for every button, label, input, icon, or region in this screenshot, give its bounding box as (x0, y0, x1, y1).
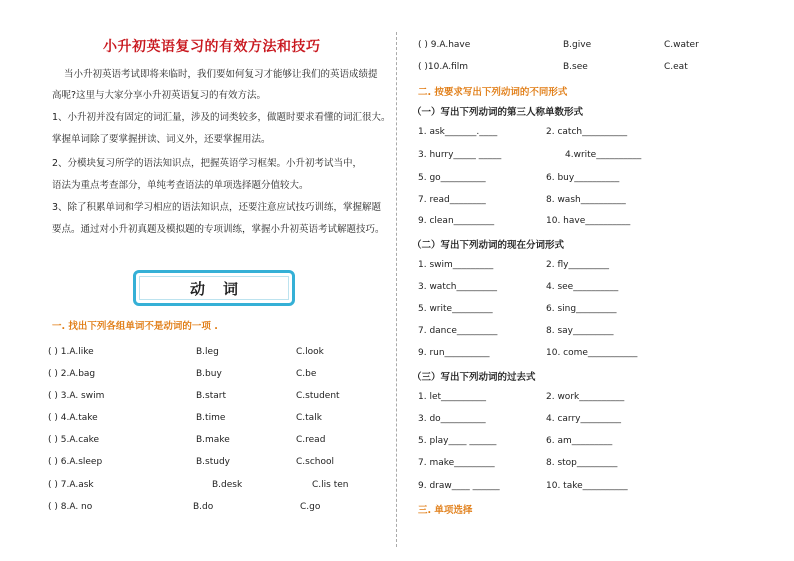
blank-item: 6. sing_________ (546, 304, 617, 314)
mc-item: ( ) 8.A. no (48, 502, 93, 512)
blank-item: 3. hurry_____ _____ (418, 150, 502, 160)
sub3-heading: （三）写出下列动词的过去式 (412, 372, 536, 383)
mc-option-b: B.study (196, 457, 230, 467)
intro-line: 2、分模块复习所学的语法知识点，把握英语学习框架。小升初考试当中， (52, 158, 363, 169)
blank-item: 6. am_________ (546, 436, 613, 446)
blank-item: 10. take__________ (546, 481, 628, 491)
mc-option-b: B.time (196, 413, 226, 423)
mc-item: ( ) 5.A.cake (48, 435, 100, 445)
mc-option-b: B.start (196, 391, 226, 401)
sub1-heading: （一）写出下列动词的第三人称单数形式 (412, 107, 584, 118)
verb-banner (133, 270, 295, 306)
intro-line: 掌握单词除了要掌握拼读、词义外，还要掌握用法。 (52, 134, 271, 145)
mc-option-c: C.lis ten (312, 480, 349, 490)
mc-item: ( ) 6.A.sleep (48, 457, 103, 467)
intro-line: 当小升初英语考试即将来临时，我们要如何复习才能够让我们的英语成绩提 (64, 69, 378, 80)
mc-option-b: B.do (193, 502, 214, 512)
mc-option-c: C.water (664, 40, 699, 50)
column-divider (396, 32, 397, 547)
blank-item: 1. let__________ (418, 392, 487, 402)
blank-item: 8. wash__________ (546, 195, 626, 205)
mc-option-c: C.be (296, 369, 317, 379)
blank-item: 9. clean_________ (418, 216, 495, 226)
blank-item: 5. go__________ (418, 173, 486, 183)
mc-option-b: B.see (563, 62, 588, 72)
intro-line: 要点。通过对小升初真题及模拟题的专项训练，掌握小升初英语考试解题技巧。 (52, 224, 385, 235)
mc-item: ( ) 9.A.have (418, 40, 471, 50)
blank-item: 9. run__________ (418, 348, 490, 358)
mc-option-c: C.look (296, 347, 324, 357)
blank-item: 5. play____ ______ (418, 436, 497, 446)
blank-item: 2. catch__________ (546, 127, 628, 137)
blank-item: 2. work__________ (546, 392, 625, 402)
mc-item: ( ) 3.A. swim (48, 391, 105, 401)
page-title: 小升初英语复习的有效方法和技巧 (103, 39, 321, 55)
section2-heading: 二. 按要求写出下列动词的不同形式 (418, 87, 568, 98)
blank-item: 8. stop_________ (546, 458, 618, 468)
section1-heading: 一. 找出下列各组单词不是动词的一项 . (52, 321, 218, 332)
verb-banner-label: 动词 (139, 276, 289, 300)
mc-option-c: C.read (296, 435, 326, 445)
mc-option-b: B.desk (212, 480, 243, 490)
mc-item (48, 347, 94, 357)
mc-number: ( ) 1.A.like (48, 347, 94, 357)
intro-line: 语法为重点考查部分，单纯考查语法的单项选择题分值较大。 (52, 180, 309, 191)
blank-item: 10. have__________ (546, 216, 631, 226)
blank-item: 10. come___________ (546, 348, 638, 358)
blank-item: 1. ask_______.____ (418, 127, 498, 137)
blank-item: 5. write_________ (418, 304, 493, 314)
mc-option-b: B.give (563, 40, 592, 50)
blank-item: 4. carry_________ (546, 414, 621, 424)
blank-item: 8. say_________ (546, 326, 614, 336)
intro-line: 1、小升初并没有固定的词汇量，涉及的词类较多，做题时要求看懂的词汇很大。 (52, 112, 391, 123)
blank-item: 2. fly_________ (546, 260, 609, 270)
blank-item: 1. swim_________ (418, 260, 494, 270)
mc-item: ( )10.A.film (418, 62, 468, 72)
blank-item: 7. read________ (418, 195, 486, 205)
blank-item: 6. buy__________ (546, 173, 620, 183)
mc-option-c: C.talk (296, 413, 322, 423)
sub2-heading: （二）写出下列动词的现在分词形式 (412, 240, 565, 251)
mc-option-b: B.buy (196, 369, 222, 379)
intro-line: 3、除了积累单词和学习相应的语法知识点，还要注意应试技巧训练，掌握解题 (52, 202, 382, 213)
mc-option-b: B.leg (196, 347, 219, 357)
blank-item: 4.write__________ (565, 150, 642, 160)
blank-item: 3. do__________ (418, 414, 486, 424)
mc-item: ( ) 2.A.bag (48, 369, 96, 379)
blank-item: 3. watch_________ (418, 282, 498, 292)
section3-heading: 三. 单项选择 (418, 505, 473, 516)
intro-line: 高呢?这里与大家分享小升初英语复习的有效方法。 (52, 90, 267, 101)
mc-option-c: C.school (296, 457, 334, 467)
mc-option-c: C.student (296, 391, 340, 401)
mc-item: ( ) 4.A.take (48, 413, 98, 423)
mc-option-c: C.eat (664, 62, 688, 72)
blank-item: 7. dance_________ (418, 326, 498, 336)
mc-item: ( ) 7.A.ask (48, 480, 94, 490)
blank-item: 7. make_________ (418, 458, 495, 468)
blank-item: 9. draw____ ______ (418, 481, 500, 491)
mc-option-c: C.go (300, 502, 321, 512)
blank-item: 4. see__________ (546, 282, 619, 292)
mc-option-b: B.make (196, 435, 230, 445)
